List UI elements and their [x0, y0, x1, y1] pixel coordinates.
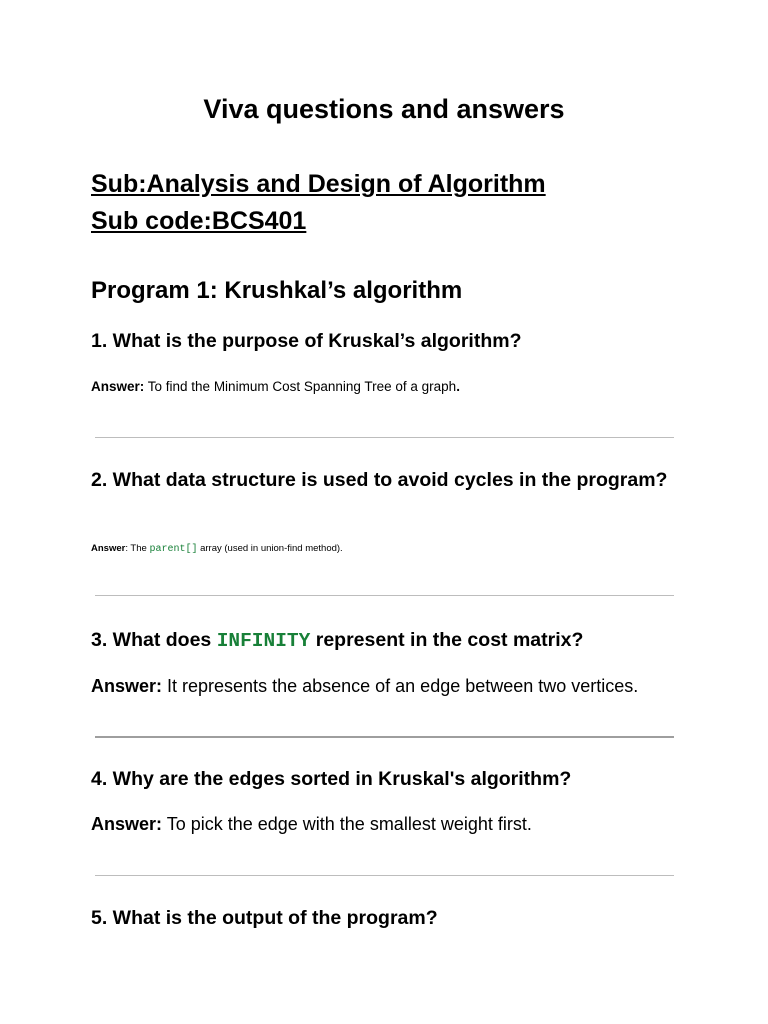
- subject-code-line: Sub code:BCS401: [91, 207, 307, 235]
- inline-code: INFINITY: [216, 630, 311, 652]
- subject-line: Sub:Analysis and Design of Algorithm: [91, 170, 546, 198]
- question-5: 5. What is the output of the program?: [91, 907, 438, 929]
- question-text-pre: 3. What does: [91, 629, 217, 651]
- question-4: 4. Why are the edges sorted in Kruskal's algorithm?: [91, 768, 572, 790]
- program-heading: Program 1: Krushkal’s algorithm: [91, 277, 463, 304]
- divider: [95, 595, 674, 596]
- answer-3: [91, 674, 638, 698]
- question-2: 2. What data structure is used to avoid cycles in the program?: [91, 469, 668, 491]
- answer-text-post: array (used in union-find method).: [197, 543, 343, 554]
- divider: [95, 437, 674, 438]
- answer-label: Answer: [91, 543, 126, 554]
- question-text-post: represent in the cost matrix?: [310, 629, 584, 651]
- answer-label: Answer:: [91, 814, 163, 834]
- question-3: [91, 626, 691, 656]
- divider: [95, 736, 674, 738]
- divider: [95, 875, 674, 876]
- answer-end: .: [456, 379, 460, 394]
- document-title: Viva questions and answers: [203, 94, 565, 124]
- inline-code: parent[]: [149, 544, 198, 555]
- answer-label: Answer:: [91, 676, 163, 696]
- answer-4: [91, 812, 532, 836]
- question-1: 1. What is the purpose of Kruskal’s algorithm?: [91, 330, 522, 352]
- answer-text-pre: : The: [125, 543, 150, 554]
- answer-text: It represents the absence of an edge between two vertices.: [162, 676, 639, 696]
- answer-1: [91, 378, 460, 396]
- answer-2: [91, 542, 343, 557]
- answer-label: Answer:: [91, 379, 145, 394]
- answer-text: To pick the edge with the smallest weight first.: [162, 814, 532, 834]
- answer-text: To find the Minimum Cost Spanning Tree of a graph: [144, 379, 457, 394]
